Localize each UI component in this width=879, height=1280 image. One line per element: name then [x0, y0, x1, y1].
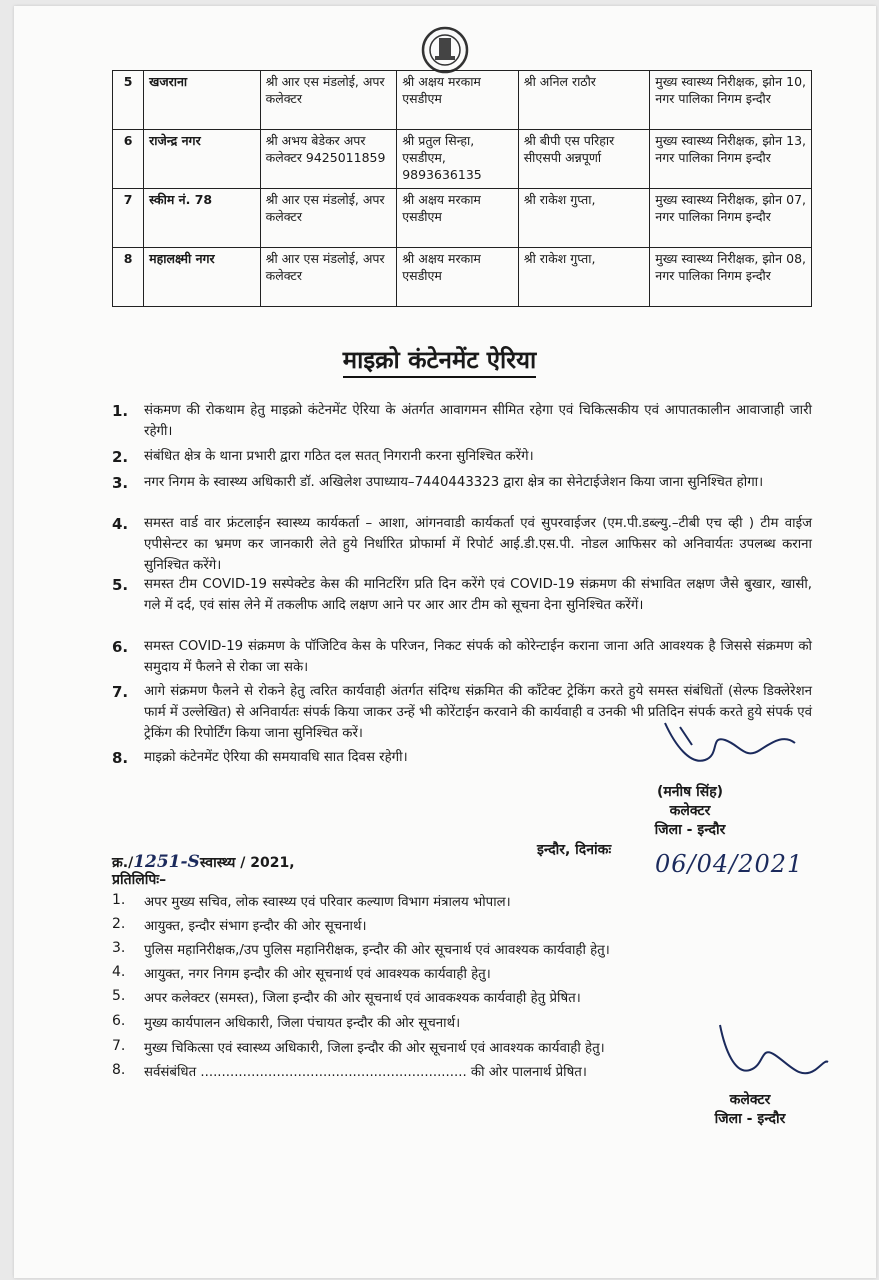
- section-heading: माइक्रो कंटेनमेंट ऐरिया: [0, 343, 879, 376]
- row-number: 6: [113, 130, 144, 189]
- rule-text: आगे संक्रमण फैलने से रोकने हेतु त्वरित कार्यवाही अंतर्गत संदिग्ध संक्रमित की कॉंटेक्ट ट्रेकिंग करते हुये समस्त संबंधितों (सेल्फ डिक्लेरेशन फार्म में उल्लेखित) से अनिवार्यतः संपर्क किया जाकर उन्हें भी कोरेंटाईन करवाने की कार्यवाही व उनकी भी प्रतिदिन संपर्क करते हुये संपर्क एवं ट्रेकिंग की रिपोर्टिंग किया जाना सुनिश्चित करें।: [144, 684, 812, 741]
- collector-cell: श्री आर एस मंडलोई, अपर कलेक्टर: [260, 189, 397, 248]
- area-name: महालक्ष्मी नगर: [144, 248, 261, 307]
- row-number: 8: [113, 248, 144, 307]
- copy-heading: प्रतिलिपिः–: [112, 872, 167, 888]
- collector-cell: श्री आर एस मंडलोई, अपर कलेक्टर: [260, 248, 397, 307]
- table-row: [113, 248, 812, 307]
- signatory-district: जिला - इन्दौर: [654, 822, 726, 838]
- health-inspector-cell: मुख्य स्वास्थ्य निरीक्षक, झोन 07, नगर पालिका निगम इन्दौर: [650, 189, 812, 248]
- table-row: [113, 189, 812, 248]
- area-name: स्कीम नं. 78: [144, 189, 261, 248]
- sdm-cell: श्री अक्षय मरकाम एसडीएम: [397, 71, 519, 130]
- rule-text: नगर निगम के स्वास्थ्य अधिकारी डॉ. अखिलेश उपाध्याय–7440443323 द्वारा क्षेत्र का सेनेटाईजेशन किया जाना सुनिश्चित होगा।: [144, 475, 764, 490]
- signatory-title: कलेक्टर: [669, 803, 711, 819]
- area-name: राजेन्द्र नगर: [144, 130, 261, 189]
- handwritten-date: 06/04/2021: [655, 850, 804, 878]
- sdm-cell: श्री अक्षय मरकाम एसडीएम: [397, 189, 519, 248]
- reference-number: क्र./1251-Sस्वास्थ्य / 2021,: [112, 852, 295, 872]
- signature-block-2: [690, 1090, 810, 1128]
- collector-cell: श्री आर एस मंडलोई, अपर कलेक्टर: [260, 71, 397, 130]
- table-row: [113, 130, 812, 189]
- rule-text: समस्त टीम COVID-19 सस्पेक्टेड केस की मानिटरिंग प्रति दिन करेंगे एवं COVID-19 संक्रमण की संभावित लक्षण जैसे बुखार, खासी, गले में दर्द, एवं सांस लेने में तकलीफ आदि लक्षण आने पर आर आर टीम को सूचना देना सुनिश्चित करेंगें।: [144, 577, 812, 613]
- rule-text: संबंधित क्षेत्र के थाना प्रभारी द्वारा गठित दल सतत् निगरानी करना सुनिश्चित करेंगे।: [144, 449, 534, 464]
- health-inspector-cell: मुख्य स्वास्थ्य निरीक्षक, झोन 13, नगर पालिका निगम इन्दौर: [650, 130, 812, 189]
- sdm-cell: श्री प्रतुल सिन्हा, एसडीएम, 9893636135: [397, 130, 519, 189]
- officer-cell: श्री बीपी एस परिहार सीएसपी अन्नपूर्णा: [518, 130, 650, 189]
- officer-cell: श्री राकेश गुप्ता,: [518, 248, 650, 307]
- rule-text: संकमण की रोकथाम हेतु माइक्रो कंटेनमेंट ऐरिया के अंतर्गत आवागमन सीमित रहेगा एवं चिकित्सकीय एवं आपातकालीन आवाजाही जारी रहेगी।: [144, 403, 812, 439]
- rule-text: माइक्रो कंटेनमेंट ऐरिया की समयावधि सात दिवस रहेगी।: [144, 750, 408, 765]
- health-inspector-cell: मुख्य स्वास्थ्य निरीक्षक, झोन 10, नगर पालिका निगम इन्दौर: [650, 71, 812, 130]
- signature-block: [620, 782, 760, 839]
- rule-number: 5.: [112, 576, 129, 594]
- sdm-cell: श्री अक्षय मरकाम एसडीएम: [397, 248, 519, 307]
- collector-cell: श्री अभय बेडेकर अपर कलेक्टर 9425011859: [260, 130, 397, 189]
- rule-text: समस्त COVID-19 संक्रमण के पॉजिटिव केस के परिजन, निकट संपर्क को कोरेन्टाईन कराना जाना अति आवश्यक है जिससे संक्रमण को समुदाय में फैलने से रोका जा सके।: [144, 639, 812, 675]
- row-number: 7: [113, 189, 144, 248]
- signatory-name: (मनीष सिंह): [656, 784, 724, 800]
- rule-text: समस्त वार्ड वार फ्रंटलाईन स्वास्थ्य कार्यकर्ता – आशा, आंगनवाडी कार्यकर्ता एवं सुपरवाईजर (एम.पी.डब्ल्यु.–टीबी एच व्ही ) टीम वाईज एपीसेन्टर का भ्रमण कर जानकारी लेते हुये निर्धारित प्रोफार्मा में रिपोर्ट आई.डी.एस.पी. नोडल आफिसर को अनिवार्यतः उपलब्ध कराना सुनिश्चित करेंगे।: [144, 516, 812, 573]
- rule-number: 1.: [112, 402, 129, 420]
- signatory-district: जिला - इन्दौर: [714, 1111, 786, 1127]
- rule-number: 2.: [112, 448, 129, 466]
- officer-cell: श्री अनिल राठौर: [518, 71, 650, 130]
- collector-signature: [650, 715, 800, 785]
- area-name: खजराना: [144, 71, 261, 130]
- collector-signature-2: [700, 1020, 830, 1100]
- rule-number: 8.: [112, 749, 129, 767]
- rule-number: 6.: [112, 638, 129, 656]
- row-number: 5: [113, 71, 144, 130]
- rule-number: 4.: [112, 515, 129, 533]
- place-date-label: इन्दौर, दिनांकः: [537, 842, 612, 858]
- table-row: [113, 71, 812, 130]
- rule-number: 3.: [112, 474, 129, 492]
- officer-cell: श्री राकेश गुप्ता,: [518, 189, 650, 248]
- officers-table: [112, 70, 812, 307]
- health-inspector-cell: मुख्य स्वास्थ्य निरीक्षक, झोन 08, नगर पालिका निगम इन्दौर: [650, 248, 812, 307]
- signatory-title: कलेक्टर: [729, 1092, 771, 1108]
- rule-number: 7.: [112, 683, 129, 701]
